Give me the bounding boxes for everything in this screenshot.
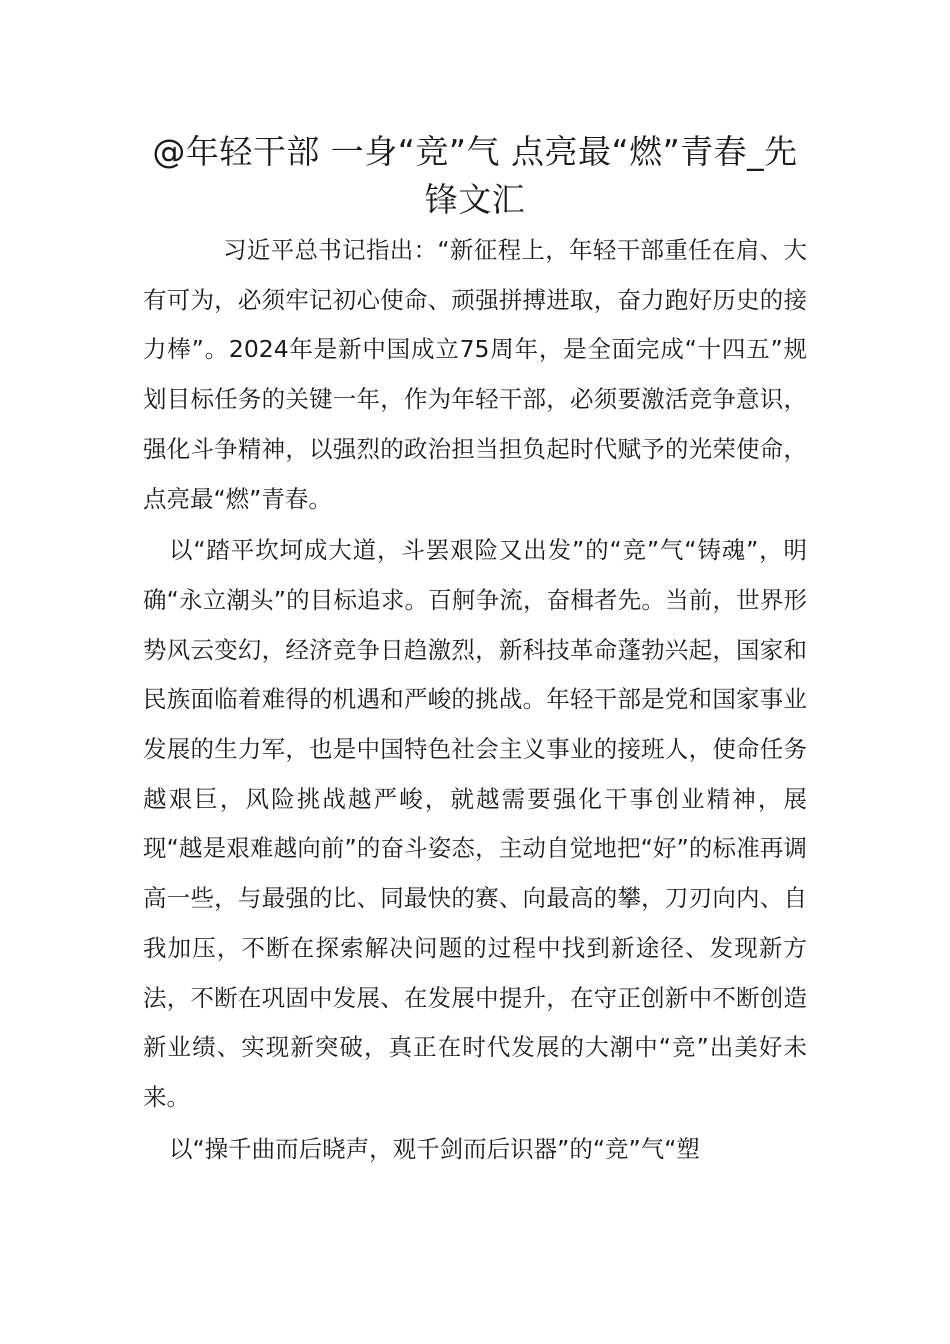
paragraph-1: 习近平总书记指出：“新征程上，年轻干部重任在肩、大有可为，必须牢记初心使命、顽强拼搏进取，奋力跑好历史的接力棒”。2024年是新中国成立75周年，是全面完成“十四五”规划目标任务的关键一年，作为年轻干部，必须要激活竞争意识，强化斗争精神，以强烈的政治担当担负起时代赋予的光荣使命，点亮最“燃”青春。: [143, 236, 807, 513]
paragraph-3: 以“操千曲而后晓声，观千剑而后识器”的“竞”气“塑: [169, 1134, 700, 1163]
paragraph-2: 以“踏平坎坷成大道，斗罢艰险又出发”的“竞”气“铸魂”，明确“永立潮头”的目标追求。百舸争流，奋楫者先。当前，世界形势风云变幻，经济竞争日趋激烈，新科技革命蓬勃兴起，国家和民族面临着难得的机遇和严峻的挑战。年轻干部是党和国家事业发展的生力军，也是中国特色社会主义事业的接班人，使命任务越艰巨，风险挑战越严峻，就越需要强化干事创业精神，展现“越是艰难越向前”的奋斗姿态，主动自觉地把“好”的标准再调高一些，与最强的比、同最快的赛、向最高的攀，刀刃向内、自我加压，不断在探索解决问题的过程中找到新途径、发现新方法，不断在巩固中发展、在发展中提升，在守正创新中不断创造新业绩、实现新突破，真正在时代发展的大潮中“竞”出美好未来。: [143, 536, 807, 1111]
document-page: [143, 128, 807, 1174]
document-title: @年轻干部 一身“竞”气 点亮最“燃”青春_先锋文汇: [152, 132, 798, 219]
